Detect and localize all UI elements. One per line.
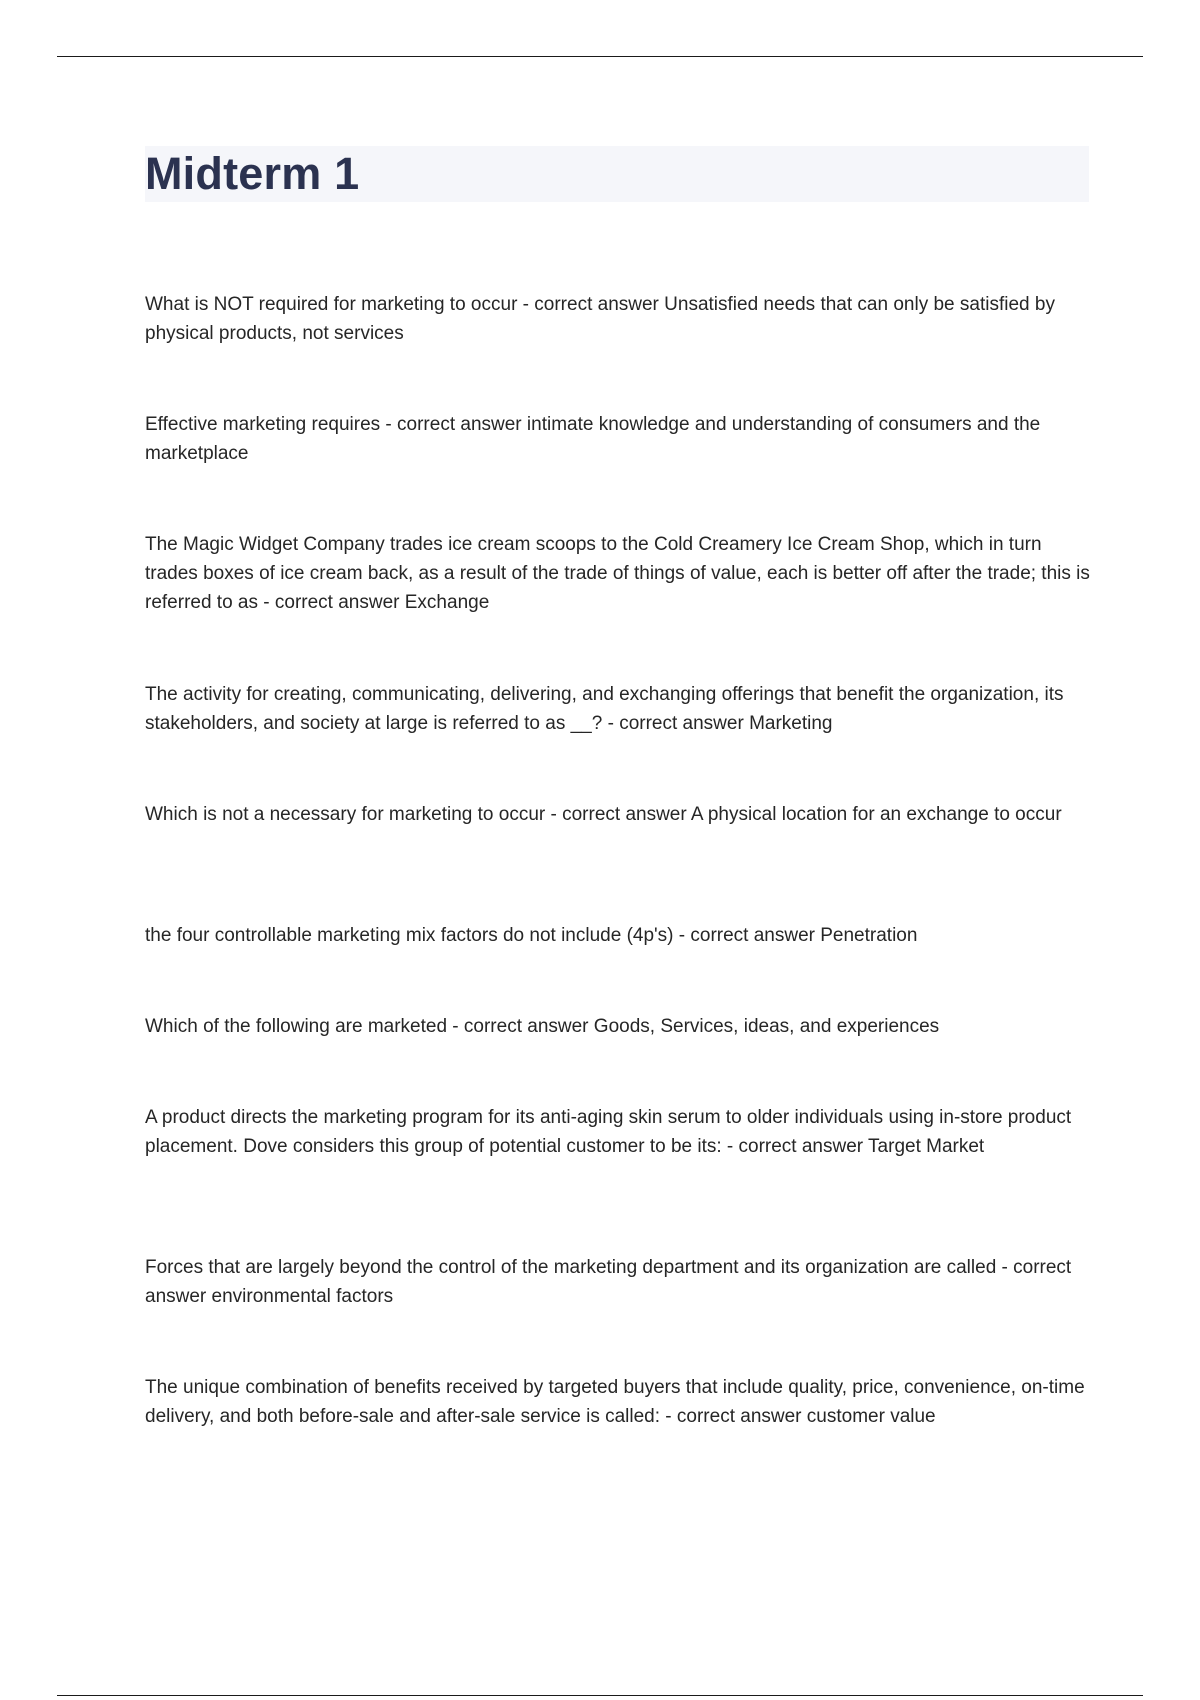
top-rule	[57, 56, 1143, 57]
qa-item-9: Forces that are largely beyond the control of the marketing department and its organization are called - correct answer environmental factors	[145, 1257, 1072, 1307]
qa-item-2: Effective marketing requires - correct answer intimate knowledge and understanding of consumers and the marketplace	[145, 414, 1041, 464]
qa-item-7: Which of the following are marketed - correct answer Goods, Services, ideas, and experiences	[145, 1016, 940, 1037]
qa-item-3: The Magic Widget Company trades ice cream scoops to the Cold Creamery Ice Cream Shop, which in turn trades boxes of ice cream back, as a result of the trade of things of value, each is better off after the trade; this is referred to as - correct answer Exchange	[145, 534, 1090, 613]
qa-item-4: The activity for creating, communicating, delivering, and exchanging offerings that benefit the organization, its stakeholders, and society at large is referred to as __? - correct answer Marketing	[145, 684, 1064, 734]
bottom-rule	[57, 1695, 1143, 1696]
qa-item-1: What is NOT required for marketing to occur - correct answer Unsatisfied needs that can only be satisfied by physical products, not services	[145, 294, 1055, 344]
qa-item-8: A product directs the marketing program for its anti-aging skin serum to older individuals using in-store product placement. Dove considers this group of potential customer to be its: - correct answer Target Market	[145, 1107, 1072, 1157]
qa-item-6: the four controllable marketing mix factors do not include (4p's) - correct answer Penetration	[145, 925, 918, 946]
qa-item-5: Which is not a necessary for marketing to occur - correct answer A physical location for an exchange to occur	[145, 804, 1062, 825]
qa-item-10: The unique combination of benefits received by targeted buyers that include quality, price, convenience, on-time delivery, and both before-sale and after-sale service is called: - correct answer customer value	[145, 1377, 1085, 1427]
page-title: Midterm 1	[145, 148, 360, 199]
title-band	[145, 146, 1089, 202]
